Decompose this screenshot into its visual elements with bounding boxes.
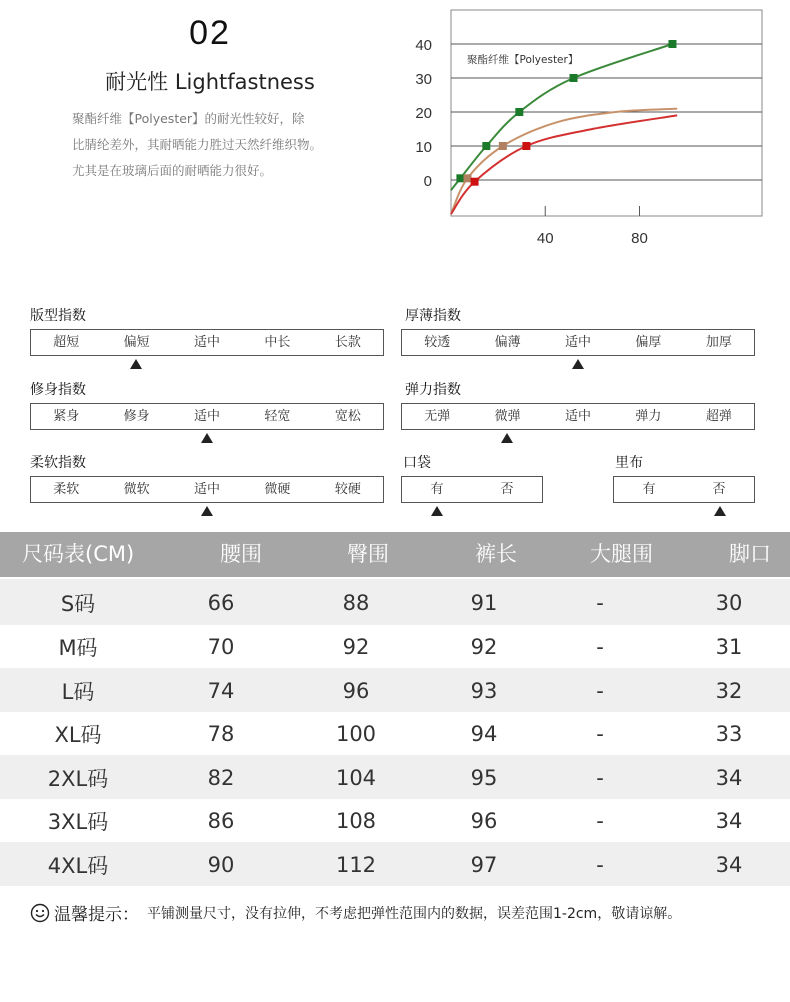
elastic-scale <box>401 403 755 430</box>
pocket-label: 口袋 <box>403 455 431 471</box>
size-cell: 2XL码 <box>47 767 109 791</box>
slim-label: 修身指数 <box>30 382 86 398</box>
section-title: 耐光性 Lightfastness <box>105 70 315 94</box>
size-table-header <box>0 532 790 577</box>
thigh-cell: - <box>596 722 604 746</box>
fit-option: 长款 <box>334 335 361 350</box>
lining-scale <box>613 476 755 503</box>
data-point <box>570 74 578 82</box>
hip-cell: 92 <box>342 635 370 659</box>
elastic-label: 弹力指数 <box>405 382 461 398</box>
fit-option: 中长 <box>264 335 291 350</box>
selected-marker-icon <box>130 359 142 369</box>
description <box>72 106 392 184</box>
data-point <box>482 142 490 150</box>
fit-option: 偏短 <box>123 335 150 350</box>
elastic-option: 弹力 <box>635 409 662 424</box>
length-cell: 94 <box>470 722 498 746</box>
lining-label: 里布 <box>615 455 643 471</box>
hem-cell: 30 <box>715 591 743 615</box>
soft-label: 柔软指数 <box>30 455 86 471</box>
thickness-option: 适中 <box>565 335 592 350</box>
selected-marker-icon <box>201 433 213 443</box>
soft-option: 微软 <box>123 482 150 497</box>
hem-cell: 32 <box>715 679 743 703</box>
fit-option: 超短 <box>53 335 80 350</box>
slim-option: 轻宽 <box>264 409 291 424</box>
hip-cell: 108 <box>335 809 377 833</box>
y-tick-label: 40 <box>415 37 432 54</box>
smile-icon <box>30 903 50 923</box>
thickness-label: 厚薄指数 <box>405 308 461 324</box>
tip <box>30 900 681 925</box>
data-point <box>668 40 676 48</box>
tip-label: 温馨提示： <box>54 905 139 925</box>
waist-cell: 82 <box>207 766 235 790</box>
x-tick-label: 40 <box>536 230 554 247</box>
thigh-cell: - <box>596 853 604 877</box>
soft-scale <box>30 476 384 503</box>
hem-cell: 34 <box>715 809 743 833</box>
hem-cell: 31 <box>715 635 743 659</box>
selected-marker-icon <box>501 433 513 443</box>
thickness-option: 偏薄 <box>494 335 521 350</box>
soft-option: 适中 <box>194 482 221 497</box>
elastic-option: 无弹 <box>424 409 451 424</box>
table-row <box>0 799 790 842</box>
lining-option: 否 <box>712 482 726 497</box>
table-row <box>0 579 790 625</box>
description-line: 聚酯纤维【Polyester】的耐光性较好，除 <box>72 111 305 126</box>
slim-option: 宽松 <box>334 409 361 424</box>
section-number: 02 <box>189 14 231 52</box>
header-waist: 腰围 <box>220 542 262 566</box>
data-point <box>515 108 523 116</box>
length-cell: 93 <box>470 679 498 703</box>
thigh-cell: - <box>596 591 604 615</box>
waist-cell: 90 <box>207 853 235 877</box>
size-cell: S码 <box>60 592 96 616</box>
waist-cell: 78 <box>207 722 235 746</box>
table-row <box>0 712 790 755</box>
length-cell: 96 <box>470 809 498 833</box>
thickness-option: 较透 <box>424 335 451 350</box>
description-line: 比腈纶差外，其耐晒能力胜过天然纤维织物。 <box>72 137 323 152</box>
data-point <box>463 174 471 182</box>
length-cell: 95 <box>470 766 498 790</box>
length-cell: 91 <box>470 591 498 615</box>
waist-cell: 70 <box>207 635 235 659</box>
header-hip: 臀围 <box>347 542 389 566</box>
fit-label: 版型指数 <box>30 308 86 324</box>
hem-cell: 34 <box>715 766 743 790</box>
description-line: 尤其是在玻璃后面的耐晒能力很好。 <box>72 163 273 178</box>
fit-scale <box>30 329 384 356</box>
slim-option: 紧身 <box>53 409 80 424</box>
selected-marker-icon <box>431 506 443 516</box>
data-point <box>499 142 507 150</box>
thigh-cell: - <box>596 679 604 703</box>
chart-annotation: 聚酯纤维【Polyester】 <box>467 54 579 66</box>
header-length: 裤长 <box>475 542 517 566</box>
thigh-cell: - <box>596 766 604 790</box>
length-cell: 92 <box>470 635 498 659</box>
soft-option: 较硬 <box>334 482 361 497</box>
selected-marker-icon <box>714 506 726 516</box>
header-thigh: 大腿围 <box>590 542 653 566</box>
data-point <box>456 174 464 182</box>
hip-cell: 100 <box>335 722 377 746</box>
hip-cell: 96 <box>342 679 370 703</box>
selected-marker-icon <box>201 506 213 516</box>
size-cell: 4XL码 <box>47 854 109 878</box>
header-hem: 脚口 <box>729 542 771 566</box>
soft-option: 微硬 <box>264 482 291 497</box>
table-row <box>0 755 790 799</box>
thickness-option: 加厚 <box>705 335 732 350</box>
fit-option: 适中 <box>194 335 221 350</box>
size-cell: XL码 <box>54 723 102 747</box>
thickness-scale <box>401 329 755 356</box>
slim-option: 适中 <box>194 409 221 424</box>
table-row <box>0 625 790 668</box>
data-point <box>522 142 530 150</box>
slim-scale <box>30 403 384 430</box>
hem-cell: 34 <box>715 853 743 877</box>
y-tick-label: 0 <box>423 173 432 190</box>
waist-cell: 86 <box>207 809 235 833</box>
hem-cell: 33 <box>715 722 743 746</box>
y-tick-label: 30 <box>415 71 432 88</box>
slim-option: 修身 <box>123 409 150 424</box>
data-point <box>471 178 479 186</box>
lightfastness-chart <box>400 0 780 260</box>
x-tick-label: 80 <box>631 230 648 247</box>
soft-option: 柔软 <box>53 482 80 497</box>
thigh-cell: - <box>596 809 604 833</box>
header-size: 尺码表(CM) <box>22 542 135 566</box>
selected-marker-icon <box>572 359 584 369</box>
size-cell: 3XL码 <box>47 810 109 834</box>
hip-cell: 104 <box>335 766 377 790</box>
tip-text: 平铺测量尺寸，没有拉伸，不考虑把弹性范围内的数据，误差范围1-2cm，敬请谅解。 <box>147 905 682 922</box>
y-tick-label: 10 <box>415 139 432 156</box>
table-row <box>0 668 790 712</box>
waist-cell: 74 <box>207 679 235 703</box>
table-row <box>0 842 790 886</box>
size-cell: M码 <box>58 636 98 660</box>
thickness-option: 偏厚 <box>635 335 662 350</box>
length-cell: 97 <box>470 853 498 877</box>
elastic-option: 微弹 <box>494 409 521 424</box>
y-tick-label: 20 <box>415 105 432 122</box>
pocket-scale <box>401 476 543 503</box>
size-cell: L码 <box>61 680 95 704</box>
lining-option: 有 <box>642 482 656 497</box>
pocket-option: 否 <box>500 482 514 497</box>
thigh-cell: - <box>596 635 604 659</box>
hip-cell: 112 <box>335 853 377 877</box>
elastic-option: 超弹 <box>705 409 732 424</box>
pocket-option: 有 <box>430 482 444 497</box>
hip-cell: 88 <box>342 591 370 615</box>
waist-cell: 66 <box>207 591 235 615</box>
elastic-option: 适中 <box>565 409 592 424</box>
